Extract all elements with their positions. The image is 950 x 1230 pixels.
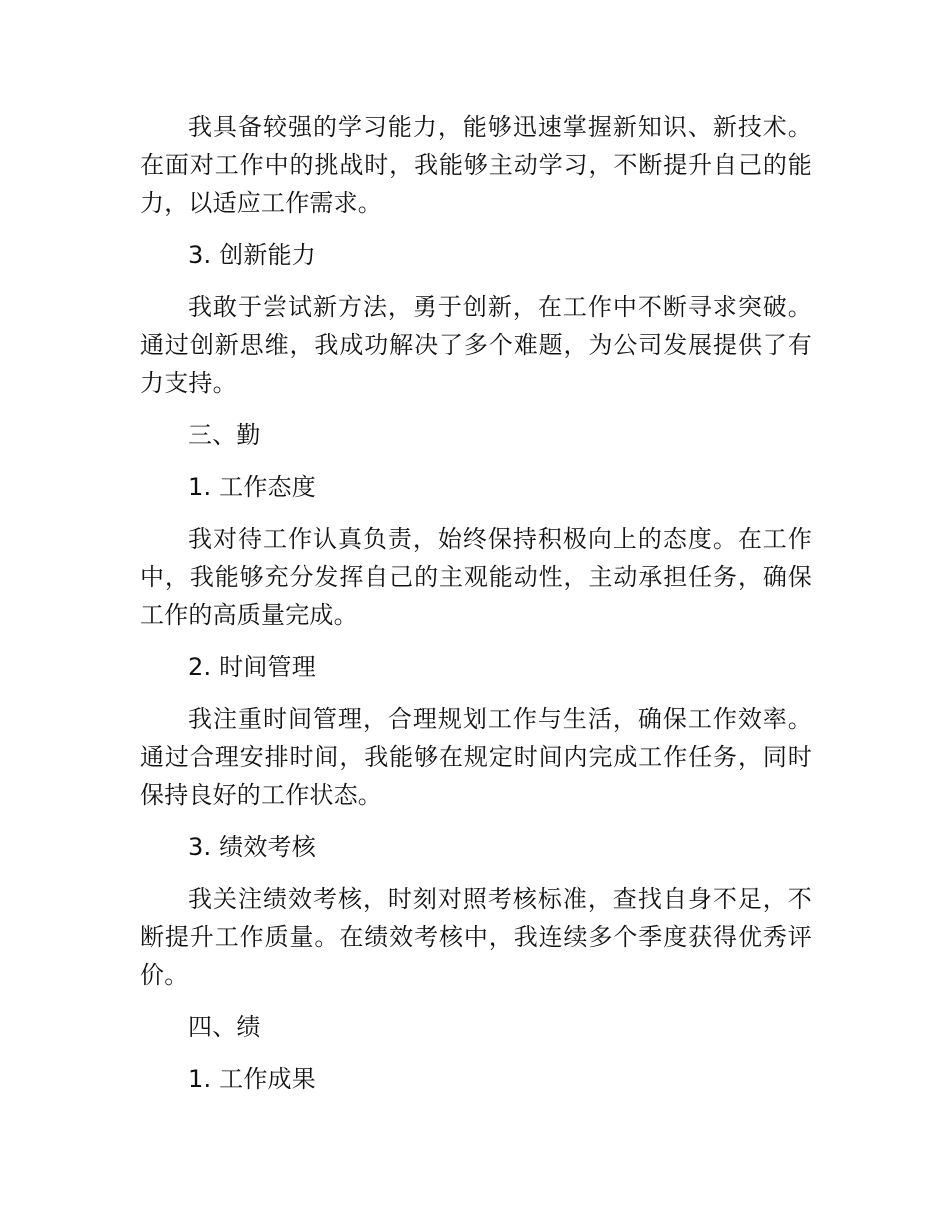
- heading-innovation-ability: 3. 创新能力: [188, 241, 316, 269]
- section-heading-diligence: 三、勤: [188, 421, 261, 449]
- paragraph-learning-ability: 我具备较强的学习能力，能够迅速掌握新知识、新技术。在面对工作中的挑战时，我能够主动学习，不断提升自己的能力，以适应工作需求。: [140, 113, 812, 217]
- section-heading-achievements: 四、绩: [188, 1013, 261, 1041]
- document-body: [140, 108, 812, 1112]
- paragraph-innovation: 我敢于尝试新方法，勇于创新，在工作中不断寻求突破。通过创新思维，我成功解决了多个难题，为公司发展提供了有力支持。: [140, 293, 812, 397]
- heading-work-results: 1. 工作成果: [188, 1065, 316, 1093]
- heading-time-management: 2. 时间管理: [188, 653, 316, 681]
- paragraph-work-attitude: 我对待工作认真负责，始终保持积极向上的态度。在工作中，我能够充分发挥自己的主观能动性，主动承担任务，确保工作的高质量完成。: [140, 525, 812, 629]
- heading-work-attitude: 1. 工作态度: [188, 473, 316, 501]
- paragraph-time-management: 我注重时间管理，合理规划工作与生活，确保工作效率。通过合理安排时间，我能够在规定时间内完成工作任务，同时保持良好的工作状态。: [140, 705, 812, 809]
- heading-performance-review: 3. 绩效考核: [188, 833, 316, 861]
- paragraph-performance-review: 我关注绩效考核，时刻对照考核标准，查找自身不足，不断提升工作质量。在绩效考核中，我连续多个季度获得优秀评价。: [140, 885, 812, 989]
